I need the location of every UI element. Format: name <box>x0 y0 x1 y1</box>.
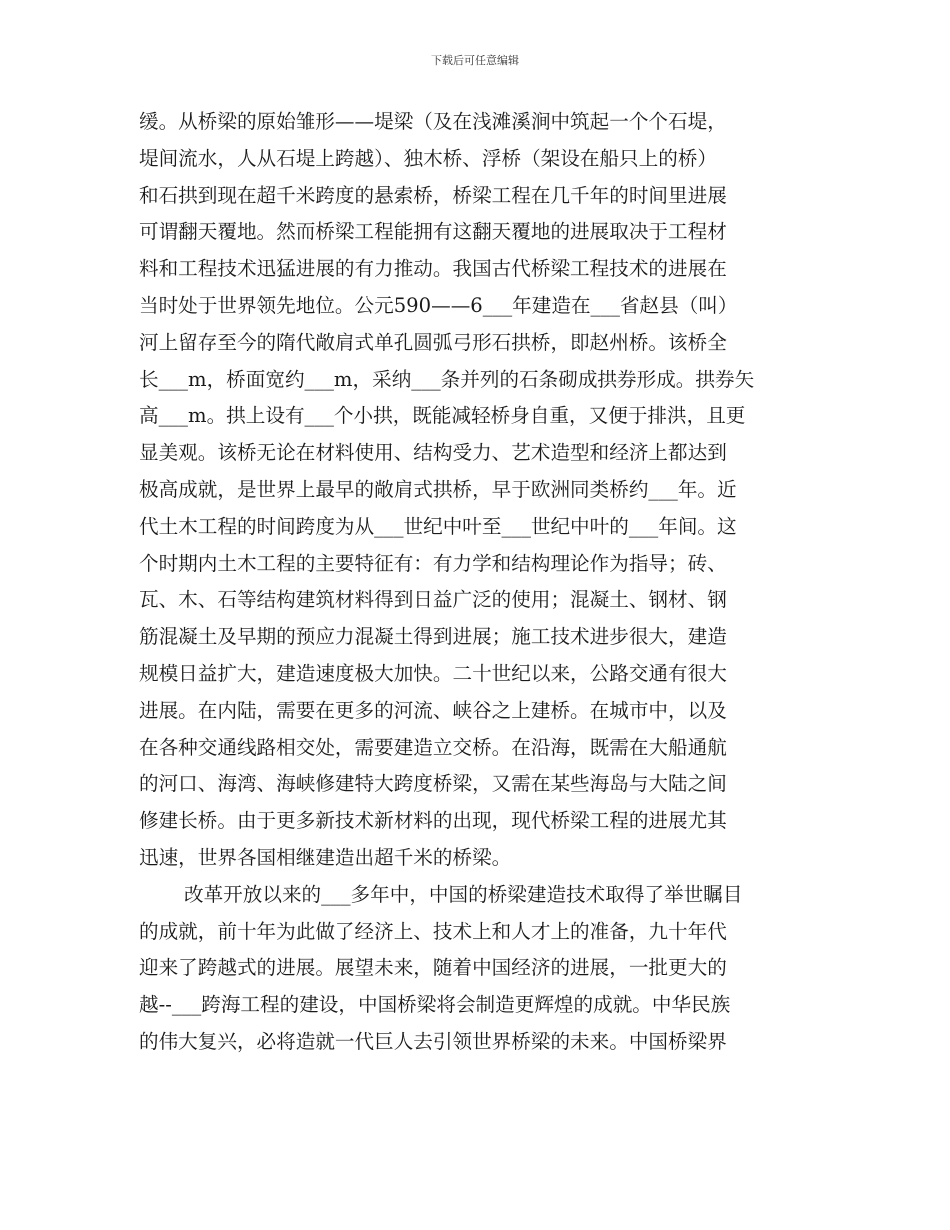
document-body <box>139 104 811 1061</box>
page-header: 下载后可任意编辑 <box>431 54 519 67</box>
text-line: 代土木工程的时间跨度为从___世纪中叶至___世纪中叶的___年间。这 <box>139 514 737 538</box>
text-line: 可谓翻天覆地。然而桥梁工程能拥有这翻天覆地的进展取决于工程材 <box>139 220 727 244</box>
text-line: 和石拱到现在超千米跨度的悬索桥，桥梁工程在几千年的时间里进展 <box>139 183 727 207</box>
text-line: 缓。从桥梁的原始雏形——堤梁（及在浅滩溪涧中筑起一个个石堤， <box>139 110 727 133</box>
text-line: 迎来了跨越式的进展。展望未来，随着中国经济的进展，一批更大的 <box>139 956 727 980</box>
text-line: 在各种交通线路相交处，需要建造立交桥。在沿海，既需在大船通航 <box>139 735 727 759</box>
text-line: 高___m。拱上设有___个小拱，既能减轻桥身自重，又便于排洪，且更 <box>139 404 746 428</box>
text-line: 瓦、木、石等结构建筑材料得到日益广泛的使用；混凝土、钢材、钢 <box>139 588 727 612</box>
text-line: 规模日益扩大，建造速度极大加快。二十世纪以来，公路交通有很大 <box>139 661 727 685</box>
text-line: 的河口、海湾、海峡修建特大跨度桥梁，又需在某些海岛与大陆之间 <box>139 772 727 796</box>
text-line: 的成就，前十年为此做了经济上、技术上和人才上的准备，九十年代 <box>139 919 727 943</box>
text-line: 堤间流水，人从石堤上跨越）、独木桥、浮桥（架设在船只上的桥） <box>139 146 718 170</box>
text-line: 越--___跨海工程的建设，中国桥梁将会制造更辉煌的成就。中华民族 <box>139 993 731 1017</box>
text-line-indented: 改革开放以来的___多年中，中国的桥梁建造技术取得了举世瞩目 <box>184 882 743 906</box>
text-line: 迅速，世界各国相继建造出超千米的桥梁。 <box>139 845 512 869</box>
text-line: 长___m，桥面宽约___m，采纳___条并列的石条砌成拱券形成。拱券矢 <box>139 367 755 391</box>
paragraph-reform <box>139 877 811 1061</box>
text-line: 料和工程技术迅猛进展的有力推动。我国古代桥梁工程技术的进展在 <box>139 257 727 281</box>
text-line: 修建长桥。由于更多新技术新材料的出现，现代桥梁工程的进展尤其 <box>139 809 727 833</box>
text-line: 筋混凝土及早期的预应力混凝土得到进展；施工技术进步很大，建造 <box>139 625 727 649</box>
text-line: 进展。在内陆，需要在更多的河流、峡谷之上建桥。在城市中，以及 <box>139 698 727 722</box>
paragraph-history <box>139 104 811 877</box>
text-line: 极高成就，是世界上最早的敞肩式拱桥，早于欧洲同类桥约___年。近 <box>139 477 737 501</box>
text-line: 的伟大复兴，必将造就一代巨人去引领世界桥梁的未来。中国桥梁界 <box>139 1029 727 1053</box>
text-line: 个时期内土木工程的主要特征有：有力学和结构理论作为指导；砖、 <box>139 551 727 575</box>
text-line: 当时处于世界领先地位。公元590——6___年建造在___省赵县（叫） <box>139 293 738 317</box>
text-line: 显美观。该桥无论在材料使用、结构受力、艺术造型和经济上都达到 <box>139 441 727 465</box>
text-line: 河上留存至今的隋代敞肩式单孔圆弧弓形石拱桥，即赵州桥。该桥全 <box>139 330 727 354</box>
